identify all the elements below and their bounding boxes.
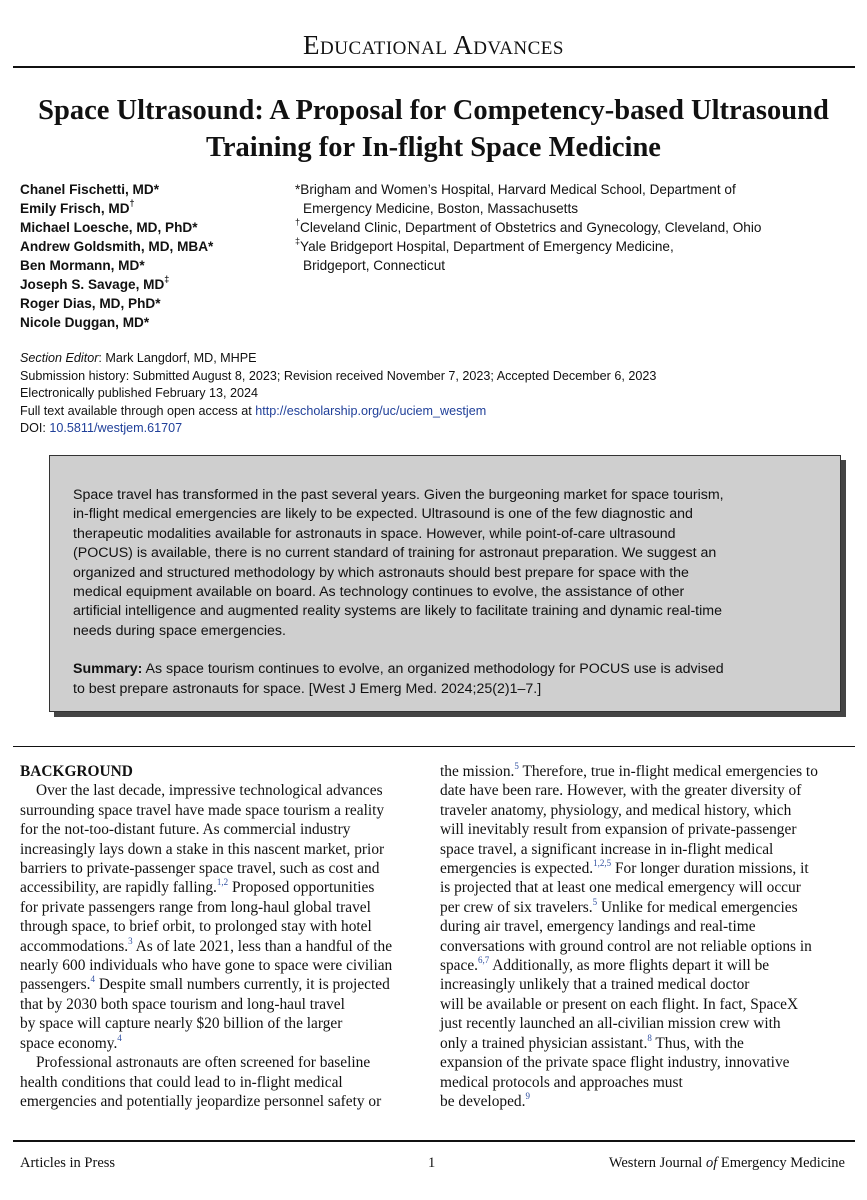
body-line: conversations with ground control are not reliable options in [440,937,812,955]
abstract-line: (POCUS) is available, there is no current standard of training for astronaut preparation. We suggest an [73,545,717,562]
body-line: will be available or present on each flight. In fact, SpaceX [440,995,799,1013]
body-line: medical protocols and approaches must [440,1073,683,1091]
abstract-summary: Summary: As space tourism continues to evolve, an organized methodology for POCUS use is advised to best prepare astronauts for space. [West J Emerg Med. 2024;25(2)1–7.] [73,661,724,697]
body-line: date have been rare. However, with the greater diversity of [440,782,802,800]
body-line: passengers.$^4$ Despite small numbers currently, it is projected [20,974,390,994]
body-line: emergencies is expected.$^{1,2,5}$ For longer duration missions, it [440,857,809,878]
author-list [20,180,290,332]
published-date: Electronically published February 13, 2024 [20,386,259,400]
body-line: for the not-too-distant future. As commercial industry [20,821,351,839]
author: Roger Dias, MD, PhD* [20,296,161,311]
doi-link[interactable]: 10.5811/westjem.61707 [49,421,183,435]
citation-ref[interactable]: 6,7 [478,954,490,965]
body-line: increasingly lays down a stake in this nascent market, prior [20,840,385,858]
page-number: 1 [428,1155,436,1171]
affiliation-list [295,180,860,275]
section-heading: BACKGROUND [20,763,133,780]
body-line: traveler anatomy, physiology, and medical history, which [440,801,792,819]
citation-ref[interactable]: 4 [117,1032,122,1043]
body-line: Professional astronauts are often screened for baseline [36,1054,371,1072]
author: Andrew Goldsmith, MD, MBA* [20,239,214,254]
footer-rule [13,1140,855,1142]
citation-ref[interactable]: 5 [514,760,519,771]
summary-label: Summary: [73,661,143,678]
body-line: nearly 600 individuals who have gone to space were civilian [20,957,393,975]
body-line: Over the last decade, impressive technological advances [36,782,383,800]
body-line: for private passengers range from long-haul global travel [20,898,371,916]
body-line: just recently launched an all-civilian mission crew with [440,1015,781,1033]
affiliation: †Cleveland Clinic, Department of Obstetrics and Gynecology, Cleveland, Ohio [295,217,762,235]
citation-ref[interactable]: 9 [525,1090,530,1101]
citation-ref[interactable]: 1,2 [216,877,229,888]
citation-ref[interactable]: 4 [90,974,96,985]
article-title [0,92,867,166]
body-line: is projected that at least one medical emergency will occur [440,879,801,897]
abstract-line: therapeutic modalities available for astronauts in space. However, while point-of-care ultrasound [73,525,676,542]
author: Joseph S. Savage, MD‡ [20,274,170,292]
affiliation-continued: Bridgeport, Connecticut [303,258,446,273]
citation-ref[interactable]: 5 [592,896,598,907]
author: Chanel Fischetti, MD* [20,182,159,197]
body-line: during air travel, emergency landings and real-time [440,918,756,936]
author: Michael Loesche, MD, PhD* [20,220,198,235]
body-divider [13,746,855,747]
body-line: expansion of the private space flight industry, innovative [440,1054,790,1072]
submission-history: Submission history: Submitted August 8, 2023; Revision received November 7, 2023; Accepted December 6, 2023 [20,368,657,383]
body-line: accommodations.$^3$ As of late 2021, less than a handful of the [20,935,393,955]
author: Ben Mormann, MD* [20,258,145,273]
doi: DOI: 10.5811/westjem.61707 [20,421,183,435]
footer-left: Articles in Press [20,1155,116,1171]
body-line: space.$^{6,7}$ Additionally, as more flights depart it will be [440,954,770,975]
body-line: barriers to private-passenger space travel, such as cost and [20,860,380,878]
section-editor: Section Editor: Mark Langdorf, MD, MHPE [20,351,257,365]
title-line-1: Space Ultrasound: A Proposal for Competency-based Ultrasound [38,95,829,126]
author: Emily Frisch, MD† [20,198,135,216]
author: Nicole Duggan, MD* [20,315,150,330]
abstract-line: medical equipment available on board. As technology continues to evolve, the assistance of other [73,584,685,601]
body-column-left [20,762,432,1111]
abstract-line: Space travel has transformed in the past several years. Given the burgeoning market for space tourism, [73,487,724,503]
body-line: through space, to brief orbit, to prolonged stay with hotel [20,918,372,936]
body-line: space economy.$^4$ [20,1032,122,1052]
body-line: accessibility, are rapidly falling.$^{1,2}$ Proposed opportunities [20,877,375,897]
body-line: that by 2030 both space tourism and long-haul travel [20,995,345,1013]
body-line: by space will capture nearly $20 billion of the larger [20,1015,343,1033]
body-line: surrounding space travel have made space tourism a reality [20,801,385,819]
full-text-link[interactable]: http://escholarship.org/uc/uciem_westjem [255,403,487,418]
body-line: the mission.$^5$ Therefore, true in-flight medical emergencies to [440,760,818,780]
body-line: health conditions that could lead to in-flight medical [20,1073,343,1091]
body-line: per crew of six travelers.$^5$ Unlike for medical emergencies [440,896,798,916]
full-text-access: Full text available through open access at http://escholarship.org/uc/uciem_westjem [20,403,487,418]
header-rule [13,66,855,68]
affiliation-continued: Emergency Medicine, Boston, Massachusetts [303,201,579,216]
citation-ref[interactable]: 8 [647,1032,652,1043]
article-meta [20,350,860,438]
body-column-right [440,762,852,1111]
abstract-line: organized and structured methodology by which astronauts should best prepare for space with the [73,564,689,581]
body-line: will inevitably result from expansion of private-passenger [440,821,797,839]
body-line: be developed.$^9$ [440,1090,530,1110]
abstract-line: in-flight medical emergencies are likely to be expected. Ultrasound is one of the few diagnostic and [73,506,693,523]
abstract-line: artificial intelligence and augmented reality systems are likely to facilitate training and dynamic real-time [73,603,722,620]
citation-ref[interactable]: 3 [128,935,133,946]
citation-ref[interactable]: 1,2,5 [593,857,612,868]
abstract-text [73,486,823,699]
affiliation: ‡Yale Bridgeport Hospital, Department of Emergency Medicine, [295,236,674,254]
body-line: space travel, a significant increase in in-flight medical [440,840,774,858]
abstract-box [49,455,841,712]
title-line-2: Training for In-flight Space Medicine [206,132,661,163]
footer-journal: Western Journal of Emergency Medicine [608,1155,845,1171]
abstract-line: needs during space emergencies. [73,622,286,639]
body-line: emergencies and potentially jeopardize personnel safety or [20,1092,382,1110]
body-line: only a trained physician assistant.$^8$ Thus, with the [440,1032,744,1052]
body-line: increasingly unlikely that a trained medical doctor [440,976,750,994]
section-header: Educational Advances [303,30,564,60]
affiliation: *Brigham and Women’s Hospital, Harvard Medical School, Department of [295,182,736,197]
